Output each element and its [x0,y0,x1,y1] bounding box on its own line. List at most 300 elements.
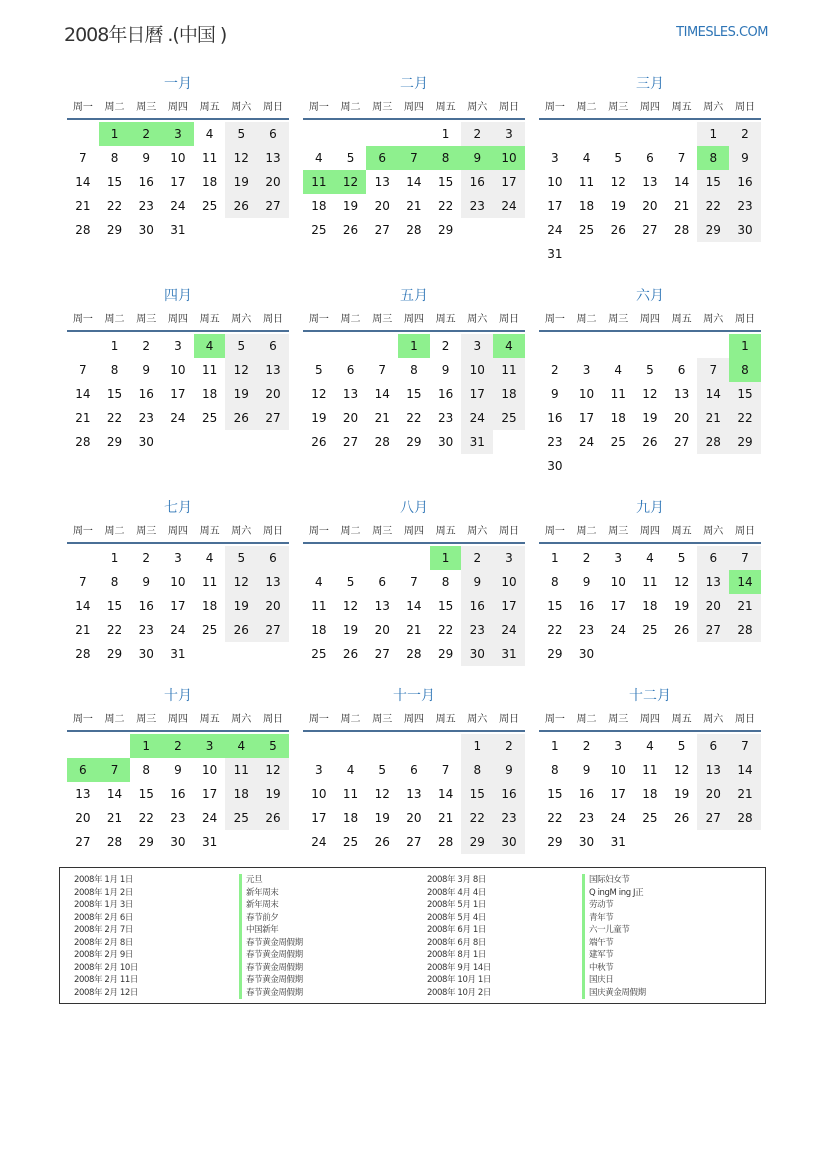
day-cell[interactable]: 27 [374,223,390,237]
day-cell[interactable]: 6 [346,363,355,377]
day-cell[interactable]: 11 [642,575,658,589]
day-cell[interactable]: 8 [461,758,493,782]
day-cell[interactable]: 29 [106,647,123,661]
day-cell[interactable]: 28 [406,223,422,237]
day-cell[interactable]: 27 [374,647,390,661]
day-cell[interactable]: 15 [547,599,563,613]
day-cell[interactable]: 14 [729,570,761,594]
day-cell[interactable]: 17 [493,594,525,618]
day-cell[interactable]: 18 [201,175,218,189]
day-cell[interactable]: 2 [142,551,151,565]
day-cell[interactable]: 27 [673,435,690,449]
day-cell[interactable]: 17 [610,787,626,801]
day-cell[interactable]: 20 [257,170,289,194]
day-cell[interactable]: 4 [646,551,654,565]
day-cell[interactable]: 5 [315,363,323,377]
day-cell[interactable]: 3 [493,122,525,146]
day-cell[interactable]: 3 [174,339,182,353]
day-cell[interactable]: 16 [138,599,154,613]
day-cell[interactable]: 28 [729,806,761,830]
day-cell[interactable]: 22 [437,623,454,637]
day-cell[interactable]: 25 [493,406,525,430]
day-cell[interactable]: 5 [677,739,686,753]
day-cell[interactable]: 24 [578,435,595,449]
day-cell[interactable]: 20 [406,811,422,825]
day-cell[interactable]: 26 [225,194,257,218]
day-cell[interactable]: 2 [461,122,493,146]
day-cell[interactable]: 23 [578,811,595,825]
day-cell[interactable]: 15 [697,170,729,194]
day-cell[interactable]: 22 [106,623,123,637]
day-cell[interactable]: 22 [697,194,729,218]
day-cell[interactable]: 10 [610,763,626,777]
day-cell[interactable]: 5 [225,334,257,358]
day-cell[interactable]: 16 [461,170,493,194]
day-cell[interactable]: 10 [493,570,525,594]
day-cell[interactable]: 18 [578,199,595,213]
day-cell[interactable]: 19 [225,170,257,194]
day-cell[interactable]: 29 [406,435,422,449]
day-cell[interactable]: 3 [493,546,525,570]
day-cell[interactable]: 18 [201,387,218,401]
day-cell[interactable]: 5 [614,151,623,165]
day-cell[interactable]: 5 [646,363,654,377]
day-cell[interactable]: 9 [461,146,493,170]
day-cell[interactable]: 3 [315,763,323,777]
day-cell[interactable]: 1 [99,122,131,146]
day-cell[interactable]: 21 [75,623,91,637]
day-cell[interactable]: 17 [170,387,186,401]
day-cell[interactable]: 2 [441,339,450,353]
day-cell[interactable]: 7 [398,146,430,170]
day-cell[interactable]: 19 [257,782,289,806]
day-cell[interactable]: 29 [437,647,454,661]
day-cell[interactable]: 4 [205,127,214,141]
day-cell[interactable]: 28 [729,618,761,642]
day-cell[interactable]: 24 [170,199,186,213]
day-cell[interactable]: 8 [110,151,119,165]
day-cell[interactable]: 30 [578,647,595,661]
day-cell[interactable]: 11 [578,175,595,189]
day-cell[interactable]: 26 [225,406,257,430]
day-cell[interactable]: 28 [697,430,729,454]
day-cell[interactable]: 20 [257,594,289,618]
day-cell[interactable]: 9 [142,363,151,377]
day-cell[interactable]: 9 [551,387,559,401]
day-cell[interactable]: 10 [170,363,186,377]
day-cell[interactable]: 4 [315,575,323,589]
day-cell[interactable]: 6 [677,363,686,377]
day-cell[interactable]: 18 [642,787,658,801]
day-cell[interactable]: 12 [225,570,257,594]
day-cell[interactable]: 4 [346,763,355,777]
day-cell[interactable]: 2 [142,339,151,353]
day-cell[interactable]: 17 [170,175,186,189]
day-cell[interactable]: 27 [257,618,289,642]
day-cell[interactable]: 25 [311,647,327,661]
day-cell[interactable]: 18 [642,599,658,613]
day-cell[interactable]: 26 [673,811,690,825]
day-cell[interactable]: 12 [311,387,327,401]
day-cell[interactable]: 21 [729,594,761,618]
day-cell[interactable]: 21 [75,199,91,213]
day-cell[interactable]: 2 [130,122,162,146]
day-cell[interactable]: 12 [225,358,257,382]
day-cell[interactable]: 19 [225,382,257,406]
day-cell[interactable]: 1 [110,551,119,565]
day-cell[interactable]: 25 [311,223,327,237]
day-cell[interactable]: 5 [677,551,686,565]
day-cell[interactable]: 16 [138,387,154,401]
day-cell[interactable]: 27 [342,435,359,449]
day-cell[interactable]: 28 [106,835,123,849]
day-cell[interactable]: 30 [437,435,454,449]
day-cell[interactable]: 20 [642,199,658,213]
day-cell[interactable]: 10 [610,575,626,589]
day-cell[interactable]: 22 [437,199,454,213]
day-cell[interactable]: 17 [170,599,186,613]
day-cell[interactable]: 23 [437,411,454,425]
day-cell[interactable]: 8 [441,575,450,589]
day-cell[interactable]: 23 [578,623,595,637]
day-cell[interactable]: 24 [461,406,493,430]
day-cell[interactable]: 8 [430,146,462,170]
day-cell[interactable]: 4 [614,363,623,377]
day-cell[interactable]: 30 [493,830,525,854]
day-cell[interactable]: 27 [697,618,729,642]
day-cell[interactable]: 12 [642,387,658,401]
day-cell[interactable]: 19 [342,623,359,637]
day-cell[interactable]: 10 [547,175,563,189]
day-cell[interactable]: 10 [170,151,186,165]
day-cell[interactable]: 5 [378,763,387,777]
day-cell[interactable]: 10 [170,575,186,589]
day-cell[interactable]: 14 [75,387,91,401]
day-cell[interactable]: 28 [75,435,91,449]
day-cell[interactable]: 12 [374,787,390,801]
day-cell[interactable]: 16 [729,170,761,194]
day-cell[interactable]: 28 [75,647,91,661]
day-cell[interactable]: 18 [311,199,327,213]
day-cell[interactable]: 16 [578,787,595,801]
day-cell[interactable]: 3 [551,151,559,165]
day-cell[interactable]: 10 [311,787,327,801]
day-cell[interactable]: 29 [547,647,563,661]
day-cell[interactable]: 12 [342,599,359,613]
day-cell[interactable]: 1 [110,339,119,353]
day-cell[interactable]: 8 [410,363,418,377]
day-cell[interactable]: 26 [311,435,327,449]
day-cell[interactable]: 16 [578,599,595,613]
day-cell[interactable]: 11 [642,763,658,777]
day-cell[interactable]: 6 [697,546,729,570]
day-cell[interactable]: 9 [441,363,450,377]
day-cell[interactable]: 4 [194,334,226,358]
day-cell[interactable]: 22 [461,806,493,830]
day-cell[interactable]: 26 [610,223,626,237]
day-cell[interactable]: 9 [174,763,182,777]
day-cell[interactable]: 9 [142,575,151,589]
day-cell[interactable]: 20 [697,782,729,806]
day-cell[interactable]: 24 [201,811,218,825]
day-cell[interactable]: 23 [138,199,154,213]
day-cell[interactable]: 7 [410,575,418,589]
day-cell[interactable]: 1 [430,546,462,570]
day-cell[interactable]: 27 [642,223,658,237]
day-cell[interactable]: 6 [67,758,99,782]
day-cell[interactable]: 18 [493,382,525,406]
day-cell[interactable]: 13 [374,175,390,189]
site-logo-text[interactable]: TIMESLES.COM [676,25,768,40]
day-cell[interactable]: 26 [225,618,257,642]
day-cell[interactable]: 25 [201,199,218,213]
day-cell[interactable]: 15 [106,387,123,401]
day-cell[interactable]: 25 [642,811,658,825]
day-cell[interactable]: 7 [697,358,729,382]
day-cell[interactable]: 26 [342,223,359,237]
day-cell[interactable]: 8 [142,763,151,777]
day-cell[interactable]: 21 [106,811,123,825]
day-cell[interactable]: 21 [406,199,422,213]
day-cell[interactable]: 21 [75,411,91,425]
day-cell[interactable]: 14 [406,175,422,189]
day-cell[interactable]: 5 [257,734,289,758]
day-cell[interactable]: 1 [551,739,559,753]
day-cell[interactable]: 2 [582,551,591,565]
day-cell[interactable]: 19 [673,599,690,613]
day-cell[interactable]: 23 [547,435,563,449]
day-cell[interactable]: 19 [225,594,257,618]
day-cell[interactable]: 22 [547,811,563,825]
day-cell[interactable]: 20 [374,623,390,637]
day-cell[interactable]: 24 [610,811,626,825]
day-cell[interactable]: 23 [461,194,493,218]
day-cell[interactable]: 20 [75,811,91,825]
day-cell[interactable]: 6 [697,734,729,758]
day-cell[interactable]: 7 [79,363,87,377]
day-cell[interactable]: 4 [646,739,654,753]
day-cell[interactable]: 2 [582,739,591,753]
day-cell[interactable]: 23 [170,811,186,825]
day-cell[interactable]: 7 [79,151,87,165]
day-cell[interactable]: 10 [201,763,218,777]
day-cell[interactable]: 6 [378,575,387,589]
day-cell[interactable]: 11 [342,787,359,801]
day-cell[interactable]: 31 [461,430,493,454]
day-cell[interactable]: 5 [346,151,355,165]
day-cell[interactable]: 16 [547,411,563,425]
day-cell[interactable]: 19 [610,199,626,213]
day-cell[interactable]: 1 [461,734,493,758]
day-cell[interactable]: 15 [461,782,493,806]
day-cell[interactable]: 13 [257,146,289,170]
day-cell[interactable]: 31 [610,835,626,849]
day-cell[interactable]: 7 [378,363,387,377]
day-cell[interactable]: 21 [697,406,729,430]
day-cell[interactable]: 22 [547,623,563,637]
day-cell[interactable]: 12 [673,763,690,777]
day-cell[interactable]: 15 [138,787,154,801]
day-cell[interactable]: 21 [673,199,690,213]
day-cell[interactable]: 5 [346,575,355,589]
day-cell[interactable]: 22 [138,811,154,825]
day-cell[interactable]: 5 [225,122,257,146]
day-cell[interactable]: 17 [547,199,563,213]
day-cell[interactable]: 13 [697,570,729,594]
day-cell[interactable]: 2 [493,734,525,758]
day-cell[interactable]: 20 [697,594,729,618]
day-cell[interactable]: 2 [162,734,194,758]
day-cell[interactable]: 30 [138,223,154,237]
day-cell[interactable]: 13 [642,175,658,189]
day-cell[interactable]: 11 [303,170,335,194]
day-cell[interactable]: 7 [441,763,450,777]
day-cell[interactable]: 16 [437,387,454,401]
day-cell[interactable]: 9 [582,575,591,589]
day-cell[interactable]: 25 [342,835,359,849]
day-cell[interactable]: 15 [437,175,454,189]
day-cell[interactable]: 16 [461,594,493,618]
day-cell[interactable]: 24 [170,623,186,637]
day-cell[interactable]: 17 [493,170,525,194]
day-cell[interactable]: 1 [130,734,162,758]
day-cell[interactable]: 9 [729,146,761,170]
day-cell[interactable]: 17 [578,411,595,425]
day-cell[interactable]: 14 [75,599,91,613]
day-cell[interactable]: 30 [578,835,595,849]
day-cell[interactable]: 3 [614,739,623,753]
day-cell[interactable]: 28 [374,435,390,449]
day-cell[interactable]: 15 [406,387,422,401]
day-cell[interactable]: 10 [578,387,595,401]
day-cell[interactable]: 13 [697,758,729,782]
day-cell[interactable]: 1 [729,334,761,358]
day-cell[interactable]: 21 [729,782,761,806]
day-cell[interactable]: 3 [162,122,194,146]
day-cell[interactable]: 30 [138,647,154,661]
day-cell[interactable]: 16 [170,787,186,801]
day-cell[interactable]: 8 [551,575,559,589]
day-cell[interactable]: 31 [170,223,186,237]
day-cell[interactable]: 14 [406,599,422,613]
day-cell[interactable]: 8 [551,763,559,777]
day-cell[interactable]: 3 [614,551,623,565]
day-cell[interactable]: 20 [342,411,359,425]
day-cell[interactable]: 18 [225,782,257,806]
day-cell[interactable]: 22 [729,406,761,430]
day-cell[interactable]: 30 [547,459,563,473]
day-cell[interactable]: 19 [673,787,690,801]
day-cell[interactable]: 24 [547,223,563,237]
day-cell[interactable]: 21 [406,623,422,637]
day-cell[interactable]: 26 [642,435,658,449]
day-cell[interactable]: 29 [138,835,154,849]
day-cell[interactable]: 19 [374,811,390,825]
day-cell[interactable]: 6 [257,122,289,146]
day-cell[interactable]: 11 [201,575,218,589]
day-cell[interactable]: 3 [582,363,591,377]
day-cell[interactable]: 13 [342,387,359,401]
day-cell[interactable]: 4 [315,151,323,165]
day-cell[interactable]: 4 [205,551,214,565]
day-cell[interactable]: 8 [110,363,119,377]
day-cell[interactable]: 11 [493,358,525,382]
day-cell[interactable]: 18 [201,599,218,613]
day-cell[interactable]: 11 [311,599,327,613]
day-cell[interactable]: 14 [374,387,390,401]
day-cell[interactable]: 7 [79,575,87,589]
day-cell[interactable]: 15 [547,787,563,801]
day-cell[interactable]: 17 [201,787,218,801]
day-cell[interactable]: 25 [201,623,218,637]
day-cell[interactable]: 22 [106,199,123,213]
day-cell[interactable]: 15 [106,175,123,189]
day-cell[interactable]: 25 [225,806,257,830]
day-cell[interactable]: 23 [461,618,493,642]
day-cell[interactable]: 31 [493,642,525,666]
day-cell[interactable]: 4 [493,334,525,358]
day-cell[interactable]: 13 [257,358,289,382]
day-cell[interactable]: 20 [374,199,390,213]
day-cell[interactable]: 14 [75,175,91,189]
day-cell[interactable]: 27 [697,806,729,830]
day-cell[interactable]: 11 [225,758,257,782]
day-cell[interactable]: 23 [138,411,154,425]
day-cell[interactable]: 28 [75,223,91,237]
day-cell[interactable]: 7 [729,734,761,758]
day-cell[interactable]: 12 [673,575,690,589]
day-cell[interactable]: 13 [673,387,690,401]
day-cell[interactable]: 29 [729,430,761,454]
day-cell[interactable]: 31 [547,247,563,261]
day-cell[interactable]: 6 [257,334,289,358]
day-cell[interactable]: 3 [174,551,182,565]
day-cell[interactable]: 23 [493,806,525,830]
day-cell[interactable]: 13 [406,787,422,801]
day-cell[interactable]: 18 [342,811,359,825]
day-cell[interactable]: 25 [201,411,218,425]
day-cell[interactable]: 14 [729,758,761,782]
day-cell[interactable]: 31 [170,647,186,661]
day-cell[interactable]: 10 [493,146,525,170]
day-cell[interactable]: 29 [106,223,123,237]
day-cell[interactable]: 9 [582,763,591,777]
day-cell[interactable]: 5 [225,546,257,570]
day-cell[interactable]: 20 [673,411,690,425]
day-cell[interactable]: 6 [257,546,289,570]
day-cell[interactable]: 24 [170,411,186,425]
day-cell[interactable]: 21 [437,811,454,825]
day-cell[interactable]: 17 [311,811,327,825]
day-cell[interactable]: 15 [729,382,761,406]
day-cell[interactable]: 3 [194,734,226,758]
day-cell[interactable]: 4 [225,734,257,758]
day-cell[interactable]: 9 [493,758,525,782]
day-cell[interactable]: 7 [729,546,761,570]
day-cell[interactable]: 29 [106,435,123,449]
day-cell[interactable]: 20 [257,382,289,406]
day-cell[interactable]: 24 [493,618,525,642]
day-cell[interactable]: 22 [106,411,123,425]
day-cell[interactable]: 17 [610,599,626,613]
day-cell[interactable]: 1 [398,334,430,358]
day-cell[interactable]: 27 [257,406,289,430]
day-cell[interactable]: 26 [673,623,690,637]
day-cell[interactable]: 23 [138,623,154,637]
day-cell[interactable]: 10 [461,358,493,382]
day-cell[interactable]: 28 [437,835,454,849]
day-cell[interactable]: 2 [729,122,761,146]
